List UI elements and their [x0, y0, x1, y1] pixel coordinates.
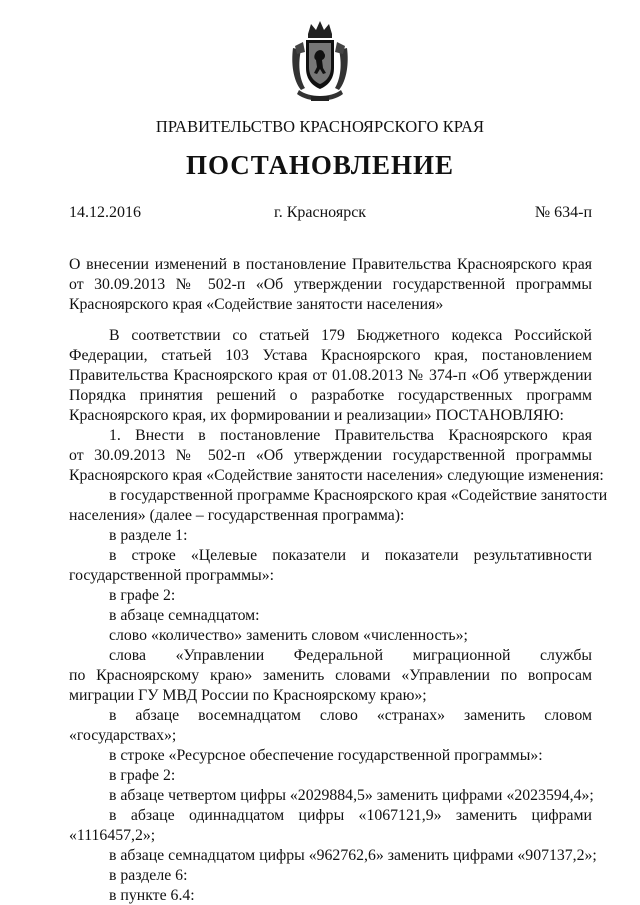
body-line: в строке «Ресурсное обеспечение государственной программы»:	[109, 747, 543, 764]
body-line: «государствах»;	[69, 727, 177, 744]
body-line: в абзаце четвертом цифры «2029884,5» заменить цифрами «2023594,4»;	[109, 787, 594, 804]
body-line: в графе 2:	[109, 767, 176, 784]
title-line: от 30.09.2013 № 502-п «Об утверждении государственной программы	[69, 276, 592, 293]
body-line: в разделе 1:	[109, 527, 188, 544]
body-line: в строке «Целевые показатели и показатели результативности	[109, 547, 592, 564]
document-date: 14.12.2016	[69, 204, 141, 221]
coat-of-arms-icon	[289, 18, 351, 104]
body-line: в абзаце семнадцатом:	[109, 607, 260, 624]
body-line: населения» (далее – государственная программа):	[69, 507, 405, 524]
body-line: Федерации, статьей 103 Устава Красноярского края, постановлением	[69, 347, 592, 364]
organization-title: ПРАВИТЕЛЬСТВО КРАСНОЯРСКОГО КРАЯ	[155, 117, 485, 136]
body-line: в государственной программе Красноярского края «Содействие занятости	[109, 487, 608, 504]
body-line: в разделе 6:	[109, 867, 188, 884]
body-line: от 30.09.2013 № 502-п «Об утверждении государственной программы	[69, 447, 592, 464]
body-line: Порядка принятия решений о разработке государственных программ	[69, 387, 592, 404]
body-line: в абзаце восемнадцатом слово «странах» заменить словом	[109, 707, 592, 724]
body-line: Красноярского края «Содействие занятости населения» следующие изменения:	[69, 467, 604, 484]
body-line: В соответствии со статьей 179 Бюджетного кодекса Российской	[109, 327, 592, 344]
body-line: слово «количество» заменить словом «численность»;	[109, 627, 468, 644]
body-line: слова «Управлении Федеральной миграционной службы	[109, 647, 592, 664]
body-line: в абзаце семнадцатом цифры «962762,6» заменить цифрами «907137,2»;	[109, 847, 597, 864]
body-line: «1116457,2»;	[69, 827, 156, 844]
body-line: миграции ГУ МВД России по Красноярскому краю»;	[69, 687, 427, 704]
document-city: г. Красноярск	[273, 204, 367, 221]
title-line: Красноярского края «Содействие занятости населения»	[69, 296, 444, 313]
title-line: О внесении изменений в постановление Правительства Красноярского края	[69, 256, 592, 273]
body-line: государственной программы»:	[69, 567, 275, 584]
body-line: Красноярского края, их формировании и реализации» ПОСТАНОВЛЯЮ:	[69, 407, 564, 424]
body-line: по Красноярскому краю» заменить словами «Управлении по вопросам	[69, 667, 592, 684]
body-line: в пункте 6.4:	[109, 887, 195, 904]
body-line: 1. Внести в постановление Правительства Красноярского края	[109, 427, 592, 444]
document-number: № 634-п	[534, 204, 592, 221]
body-line: в графе 2:	[109, 587, 176, 604]
body-line: Правительства Красноярского края от 01.08.2013 № 374-п «Об утверждении	[69, 367, 592, 384]
document-type-heading: ПОСТАНОВЛЕНИЕ	[185, 150, 455, 180]
body-line: в абзаце одиннадцатом цифры «1067121,9» заменить цифрами	[109, 807, 592, 824]
